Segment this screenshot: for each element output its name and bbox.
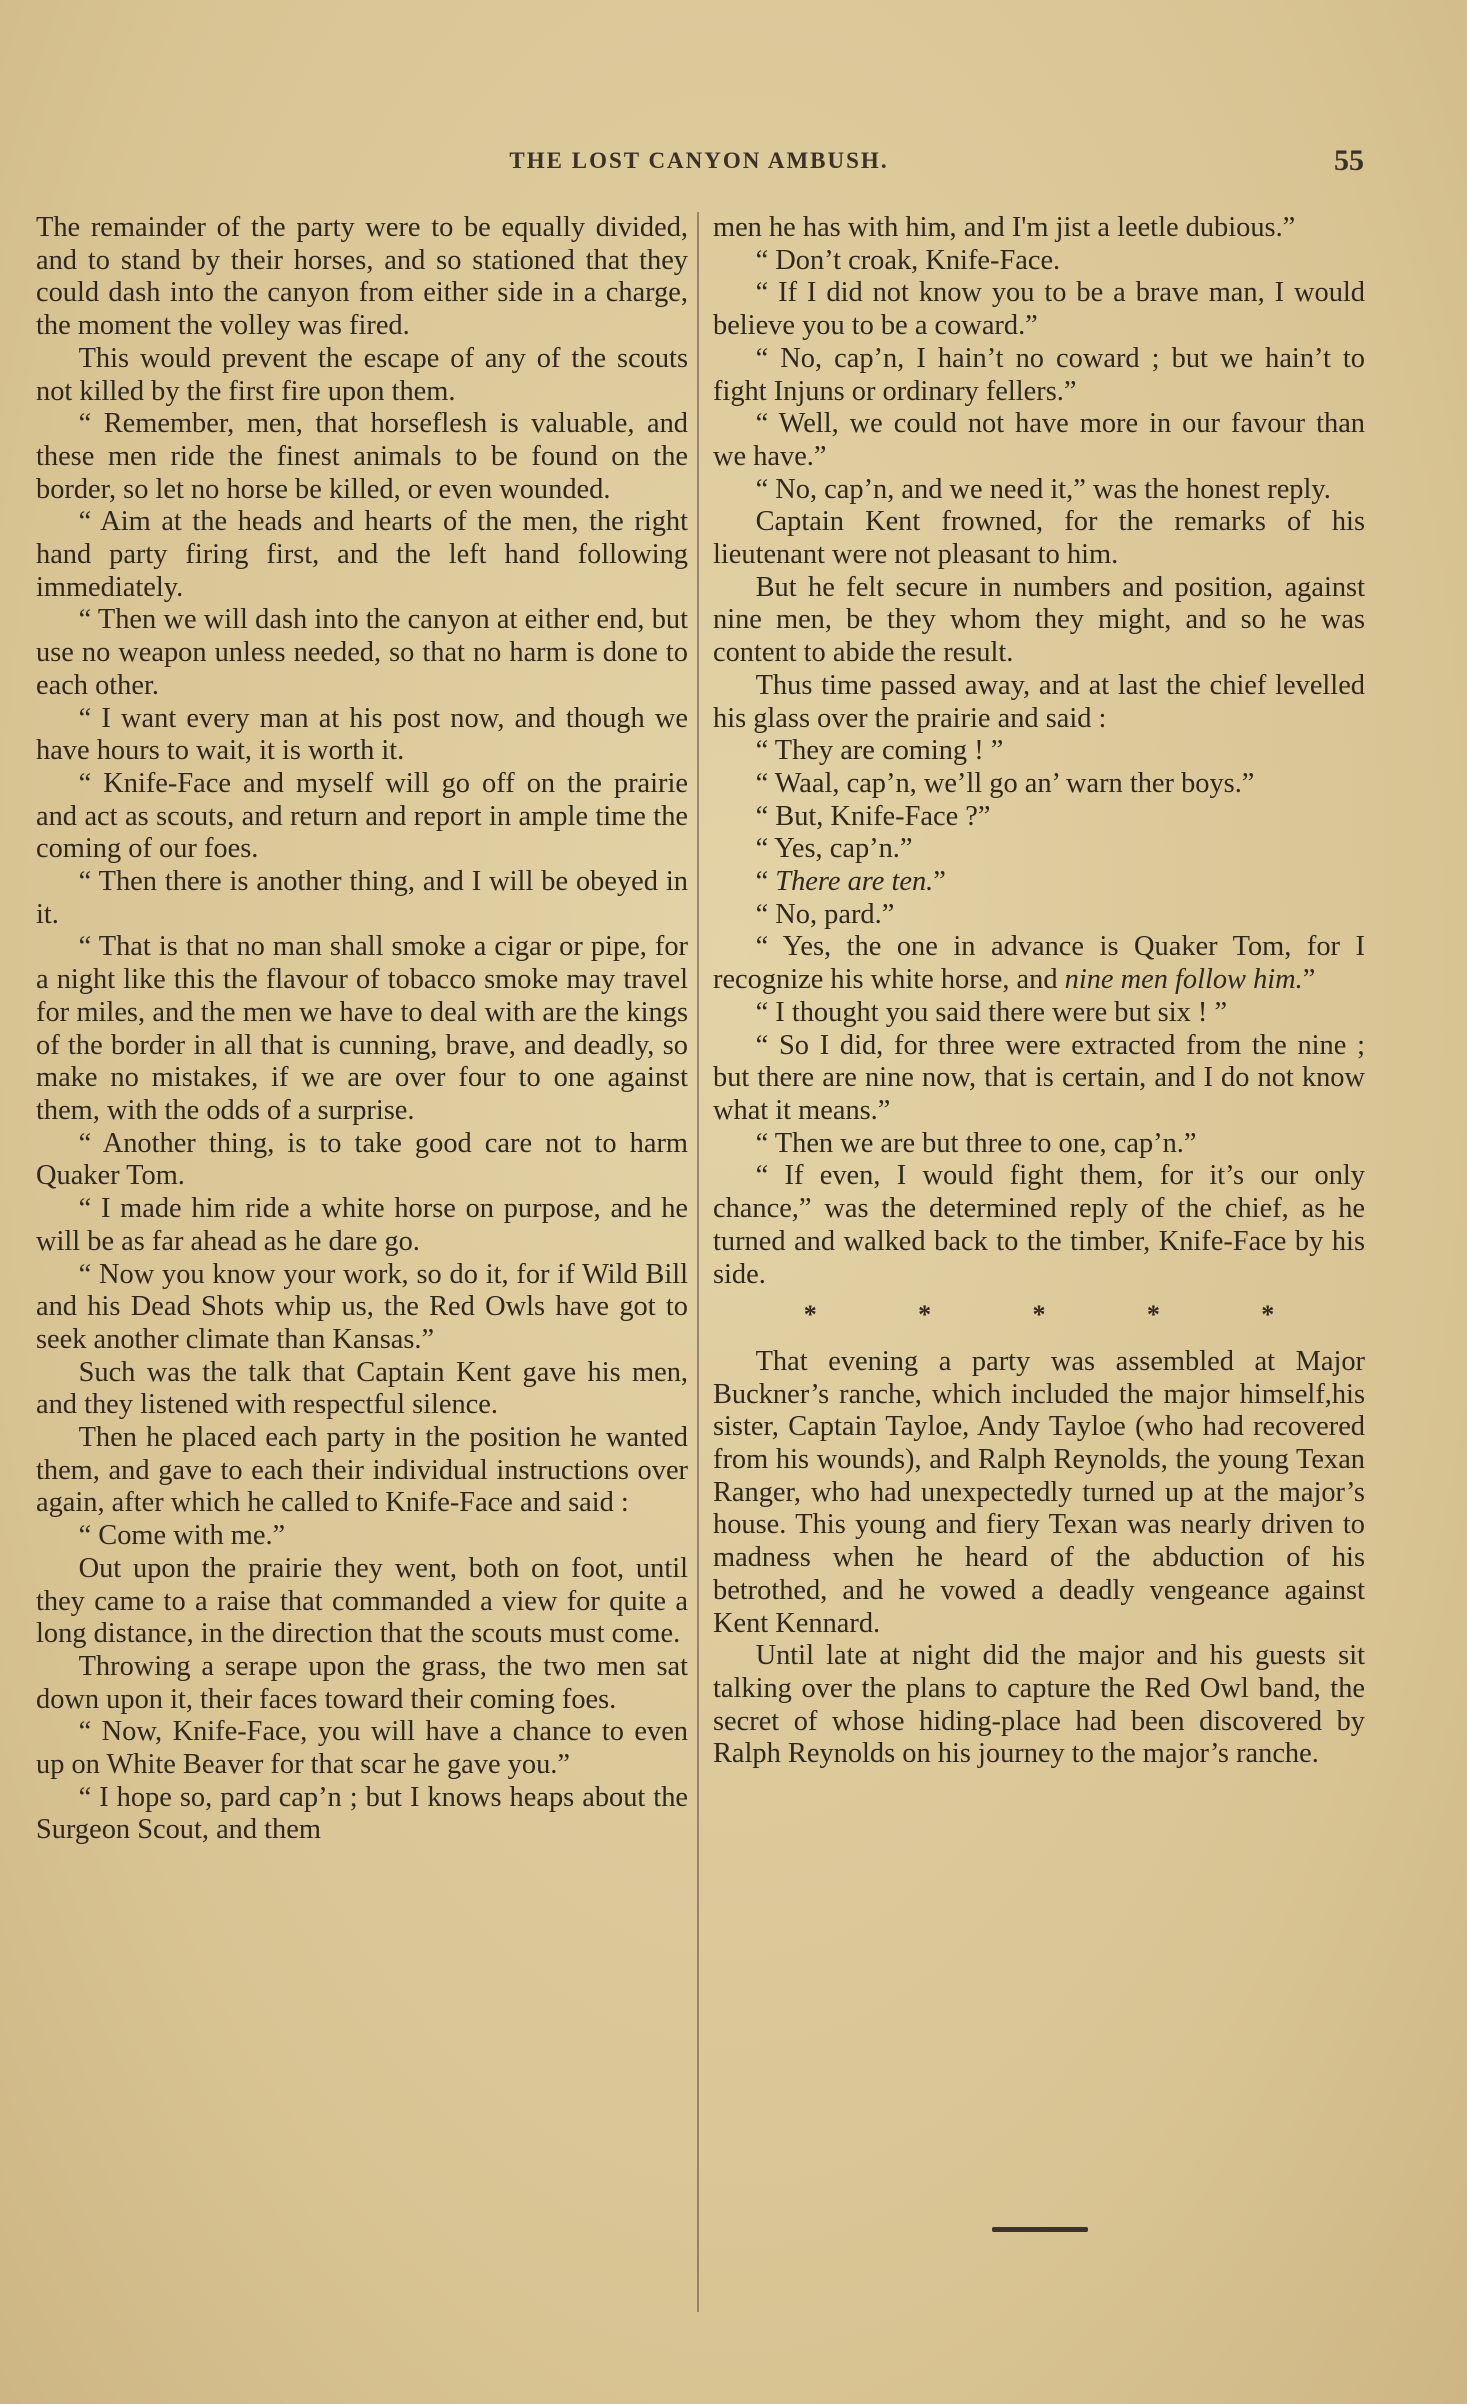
paragraph: Throwing a serape upon the grass, the two men sat down upon it, their faces toward their coming foes. (36, 1650, 688, 1715)
page-header (34, 144, 1364, 188)
paragraph: Then he placed each party in the position he wanted them, and gave to each their individual instructions over again, after which he called to Knife-Face and said : (36, 1422, 688, 1519)
paragraph: Captain Kent frowned, for the remarks of his lieutenant were not pleasant to him. (713, 506, 1365, 571)
paragraph: “ But, Knife-Face ?” (755, 800, 991, 832)
paragraph: men he has with him, and I'm jist a leetle dubious.” (713, 212, 1296, 243)
paragraph: “ Another thing, is to take good care not to harm Quaker Tom. (36, 1127, 688, 1192)
quote-open: “ (755, 866, 776, 898)
paragraph: “ So I did, for three were extracted from the nine ; but there are nine now, that is certain, and I do not know what it means.” (713, 1029, 1365, 1126)
paragraph: “ Then we are but three to one, cap’n.” (755, 1127, 1197, 1159)
right-column (713, 212, 1365, 1771)
paragraph: Out upon the prairie they went, both on foot, until they came to a raise that commanded a view for quite a long distance, in the direction that the scouts must come. (36, 1552, 688, 1650)
star-glyph: * (918, 1300, 932, 1330)
paragraph: “ Waal, cap’n, we’ll go an’ warn ther boys.” (755, 767, 1255, 799)
paragraph: “ Remember, men, that horseflesh is valuable, and these men ride the finest animals to be found on the border, so let no horse be killed, or even wounded. (36, 408, 688, 505)
text-before: “ Yes, the one in advance is Quaker Tom, for I recognize his white horse, and (713, 931, 1365, 996)
paragraph: Such was the talk that Captain Kent gave his men, and they listened with respectful silence. (36, 1356, 688, 1421)
paragraph: Until late at night did the major and his guests sit talking over the plans to capture the Red Owl band, the secret of whose hiding-place had been discovered by Ralph Reynolds on his journey to the major’s ranche. (713, 1640, 1365, 1770)
paragraph-recognize (713, 931, 1365, 996)
paragraph: “ No, pard.” (755, 898, 895, 930)
italic-text: nine men follow him. (1064, 964, 1303, 996)
paragraph: “ They are coming ! ” (755, 735, 1004, 767)
paragraph: “ Knife-Face and myself will go off on the prairie and act as scouts, and return and report in ample time the coming of our foes. (36, 767, 688, 865)
paragraph: “ I thought you said there were but six ! ” (755, 996, 1228, 1028)
paragraph: “ Then we will dash into the canyon at either end, but use no weapon unless needed, so that no harm is done to each other. (36, 604, 688, 701)
paragraph: “ Now you know your work, so do it, for if Wild Bill and his Dead Shots whip us, the Red Owls have got to seek another climate than Kansas.” (36, 1258, 688, 1355)
paragraph: But he felt secure in numbers and position, against nine men, be they whom they might, and so he was content to abide the result. (713, 571, 1365, 669)
paragraph: “ I made him ride a white horse on purpose, and he will be as far ahead as he dare go. (36, 1193, 688, 1257)
paragraph: “ If even, I would fight them, for it’s our only chance,” was the determined reply of the chief, as he turned and walked back to the timber, Knife-Face by his side. (713, 1160, 1365, 1290)
star-glyph: * (1032, 1300, 1046, 1330)
text-after: ” (1302, 964, 1316, 996)
paragraph-italic (713, 866, 1365, 899)
column-divider (697, 212, 699, 2312)
paragraph: This would prevent the escape of any of the scouts not killed by the first fire upon them. (36, 342, 688, 407)
paragraph: “ Aim at the heads and hearts of the men, the right hand party firing first, and the left hand following immediately. (36, 506, 688, 603)
paragraph: Thus time passed away, and at last the chief levelled his glass over the prairie and said : (713, 669, 1365, 734)
left-column (36, 212, 688, 1847)
paragraph: “ Then there is another thing, and I will be obeyed in it. (36, 866, 688, 930)
section-break-stars (713, 1291, 1365, 1346)
paragraph: “ Yes, cap’n.” (755, 833, 913, 865)
end-rule (992, 2227, 1088, 2232)
italic-text: There are ten. (775, 866, 934, 898)
paragraph: “ Well, we could not have more in our favour than we have.” (713, 408, 1365, 472)
paragraph: “ Come with me.” (78, 1520, 286, 1552)
star-glyph: * (803, 1300, 817, 1330)
paragraph: “ No, cap’n, I hain’t no coward ; but we hain’t to fight Injuns or ordinary fellers.” (713, 342, 1365, 407)
running-title: THE LOST CANYON AMBUSH. (509, 148, 889, 173)
quote-close: ” (933, 866, 946, 898)
paragraph: The remainder of the party were to be equally divided, and to stand by their horses, and so stationed that they could dash into the canyon from either side in a charge, the moment the volley was fired. (36, 212, 688, 342)
star-glyph: * (1261, 1300, 1275, 1330)
star-glyph: * (1146, 1300, 1160, 1330)
paragraph: “ I want every man at his post now, and though we have hours to wait, it is worth it. (36, 702, 688, 767)
paragraph: “ Now, Knife-Face, you will have a chance to even up on White Beaver for that scar he gave you.” (36, 1716, 688, 1781)
paragraph: “ I hope so, pard cap’n ; but I knows heaps about the Surgeon Scout, and them (36, 1781, 688, 1846)
paragraph: That evening a party was assembled at Major Buckner’s ranche, which included the major himself,his sister, Captain Tayloe, Andy Tayloe (who had recovered from his wounds), and Ralph Reynolds, the young Texan Ranger, who had unexpectedly turned up at the major’s house. This young and fiery Texan was nearly driven to madness when he heard of the abduction of his betrothed, and he vowed a deadly vengeance against Kent Kennard. (713, 1345, 1365, 1639)
paragraph: “ If I did not know you to be a brave man, I would believe you to be a coward.” (713, 277, 1365, 342)
paragraph: “ That is that no man shall smoke a cigar or pipe, for a night like this the flavour of tobacco smoke may travel for miles, and the men we have to deal with are the kings of the border in all that is cunning, brave, and deadly, so make no mistakes, if we are over four to one against them, with the odds of a surprise. (36, 931, 688, 1126)
page-number: 55 (1334, 144, 1364, 177)
paragraph: “ No, cap’n, and we need it,” was the honest reply. (755, 473, 1331, 505)
paragraph: “ Don’t croak, Knife-Face. (755, 244, 1061, 276)
